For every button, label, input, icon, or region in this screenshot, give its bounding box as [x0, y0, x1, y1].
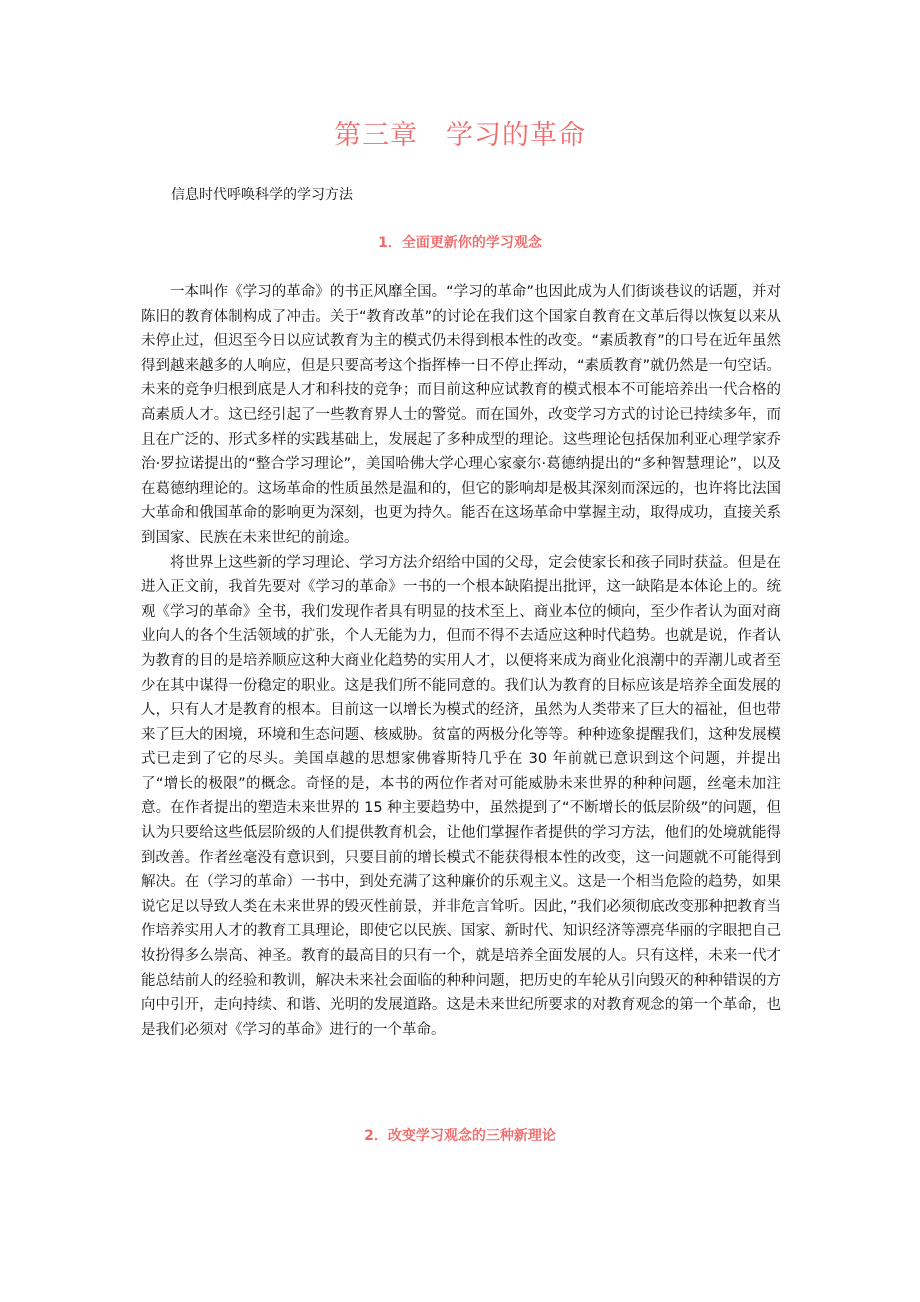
chapter-title: 第三章 学习的革命	[334, 120, 586, 151]
section-1-body	[141, 280, 781, 1042]
chapter-subtitle: 信息时代呼唤科学的学习方法	[171, 187, 353, 203]
paragraph-1: 一本叫作《学习的革命》的书正风靡全国。“学习的革命”也因此成为人们街谈巷议的话题，并对陈旧的教育体制构成了冲击。关于“教育改革”的讨论在我们这个国家自教育在文革后得以恢复以来从未停止过，但迟至今日以应试教育为主的模式仍未得到根本性的改变。“素质教育”的口号在近年虽然得到越来越多的人响应，但是只要高考这个指挥棒一日不停止挥动，“素质教育”就仍然是一句空话。未来的竞争归根到底是人才和科技的竞争；而目前这种应试教育的模式根本不可能培养出一代合格的高素质人才。这已经引起了一些教育界人士的警觉。而在国外，改变学习方式的讨论已持续多年，而且在广泛的、形式多样的实践基础上，发展起了多种成型的理论。这些理论包括保加利亚心理学家乔治·罗拉诺提出的“整合学习理论”，美国哈佛大学心理心家豪尔·葛德纳提出的“多种智慧理论”，以及在葛德纳理论的。这场革命的性质虽然是温和的，但它的影响却是极其深刻而深远的，也许将比法国大革命和俄国革命的影响更为深刻，也更为持久。能否在这场革命中掌握主动，取得成功，直接关系到国家、民族在未来世纪的前途。	[141, 284, 781, 546]
paragraph-2: 将世界上这些新的学习理论、学习方法介绍给中国的父母，定会使家长和孩子同时获益。但是在进入正文前，我首先要对《学习的革命》一书的一个根本缺陷提出批评，这一缺陷是本体论上的。统观《学习的革命》全书，我们发现作者具有明显的技术至上、商业本位的倾向，至少作者认为面对商业向人的各个生活领域的扩张，个人无能为力，但而不得不去适应这种时代趋势。也就是说，作者认为教育的目的是培养顺应这种大商业化趋势的实用人才，以便将来成为商业化浪潮中的弄潮儿或者至少在其中谋得一份稳定的职业。这是我们所不能同意的。我们认为教育的目标应该是培养全面发展的人，只有人才是教育的根本。目前这一以增长为模式的经济，虽然为人类带来了巨大的福祉，但也带来了巨大的困境，环境和生态问题、核威胁。贫富的两极分化等等。种种迹象提醒我们，这种发展模式已走到了它的尽头。美国卓越的思想家佛睿斯特几乎在 30 年前就已意识到这个问题，并提出了“增长的极限”的概念。奇怪的是，本书的两位作者对可能威胁未来世界的种种问题，丝毫未加注意。在作者提出的塑造未来世界的 15 种主要趋势中，虽然提到了“不断增长的低层阶级”的问题，但认为只要给这些低层阶级的人们提供教育机会，让他们掌握作者提供的学习方法，他们的处境就能得到改善。作者丝毫没有意识到，只要目前的增长模式不能获得根本性的改变，这一问题就不可能得到解决。在（学习的革命）一书中，到处充满了这种廉价的乐观主义。这是一个相当危险的趋势，如果说它足以导致人类在未来世界的毁灭性前景，并非危言耸听。因此，”我们必须彻底改变那种把教育当作培养实用人才的教育工具理论，即使它以民族、国家、新时代、知识经济等漂亮华丽的字眼把自己妆扮得多么崇高、神圣。教育的最高目的只有一个，就是培养全面发展的人。只有这样，未来一代才能总结前人的经验和教训，解决未来社会面临的种种问题，把历史的车轮从引向毁灭的种种错误的方向中引开，走向持续、和谐、光明的发展道路。这是未来世纪所要求的对教育观念的第一个革命，也是我们必须对《学习的革命》进行的一个革命。	[141, 554, 781, 1038]
section-heading-1: 1．全面更新你的学习观念	[378, 235, 542, 251]
section-heading-2: 2．改变学习观念的三种新理论	[364, 1128, 556, 1144]
